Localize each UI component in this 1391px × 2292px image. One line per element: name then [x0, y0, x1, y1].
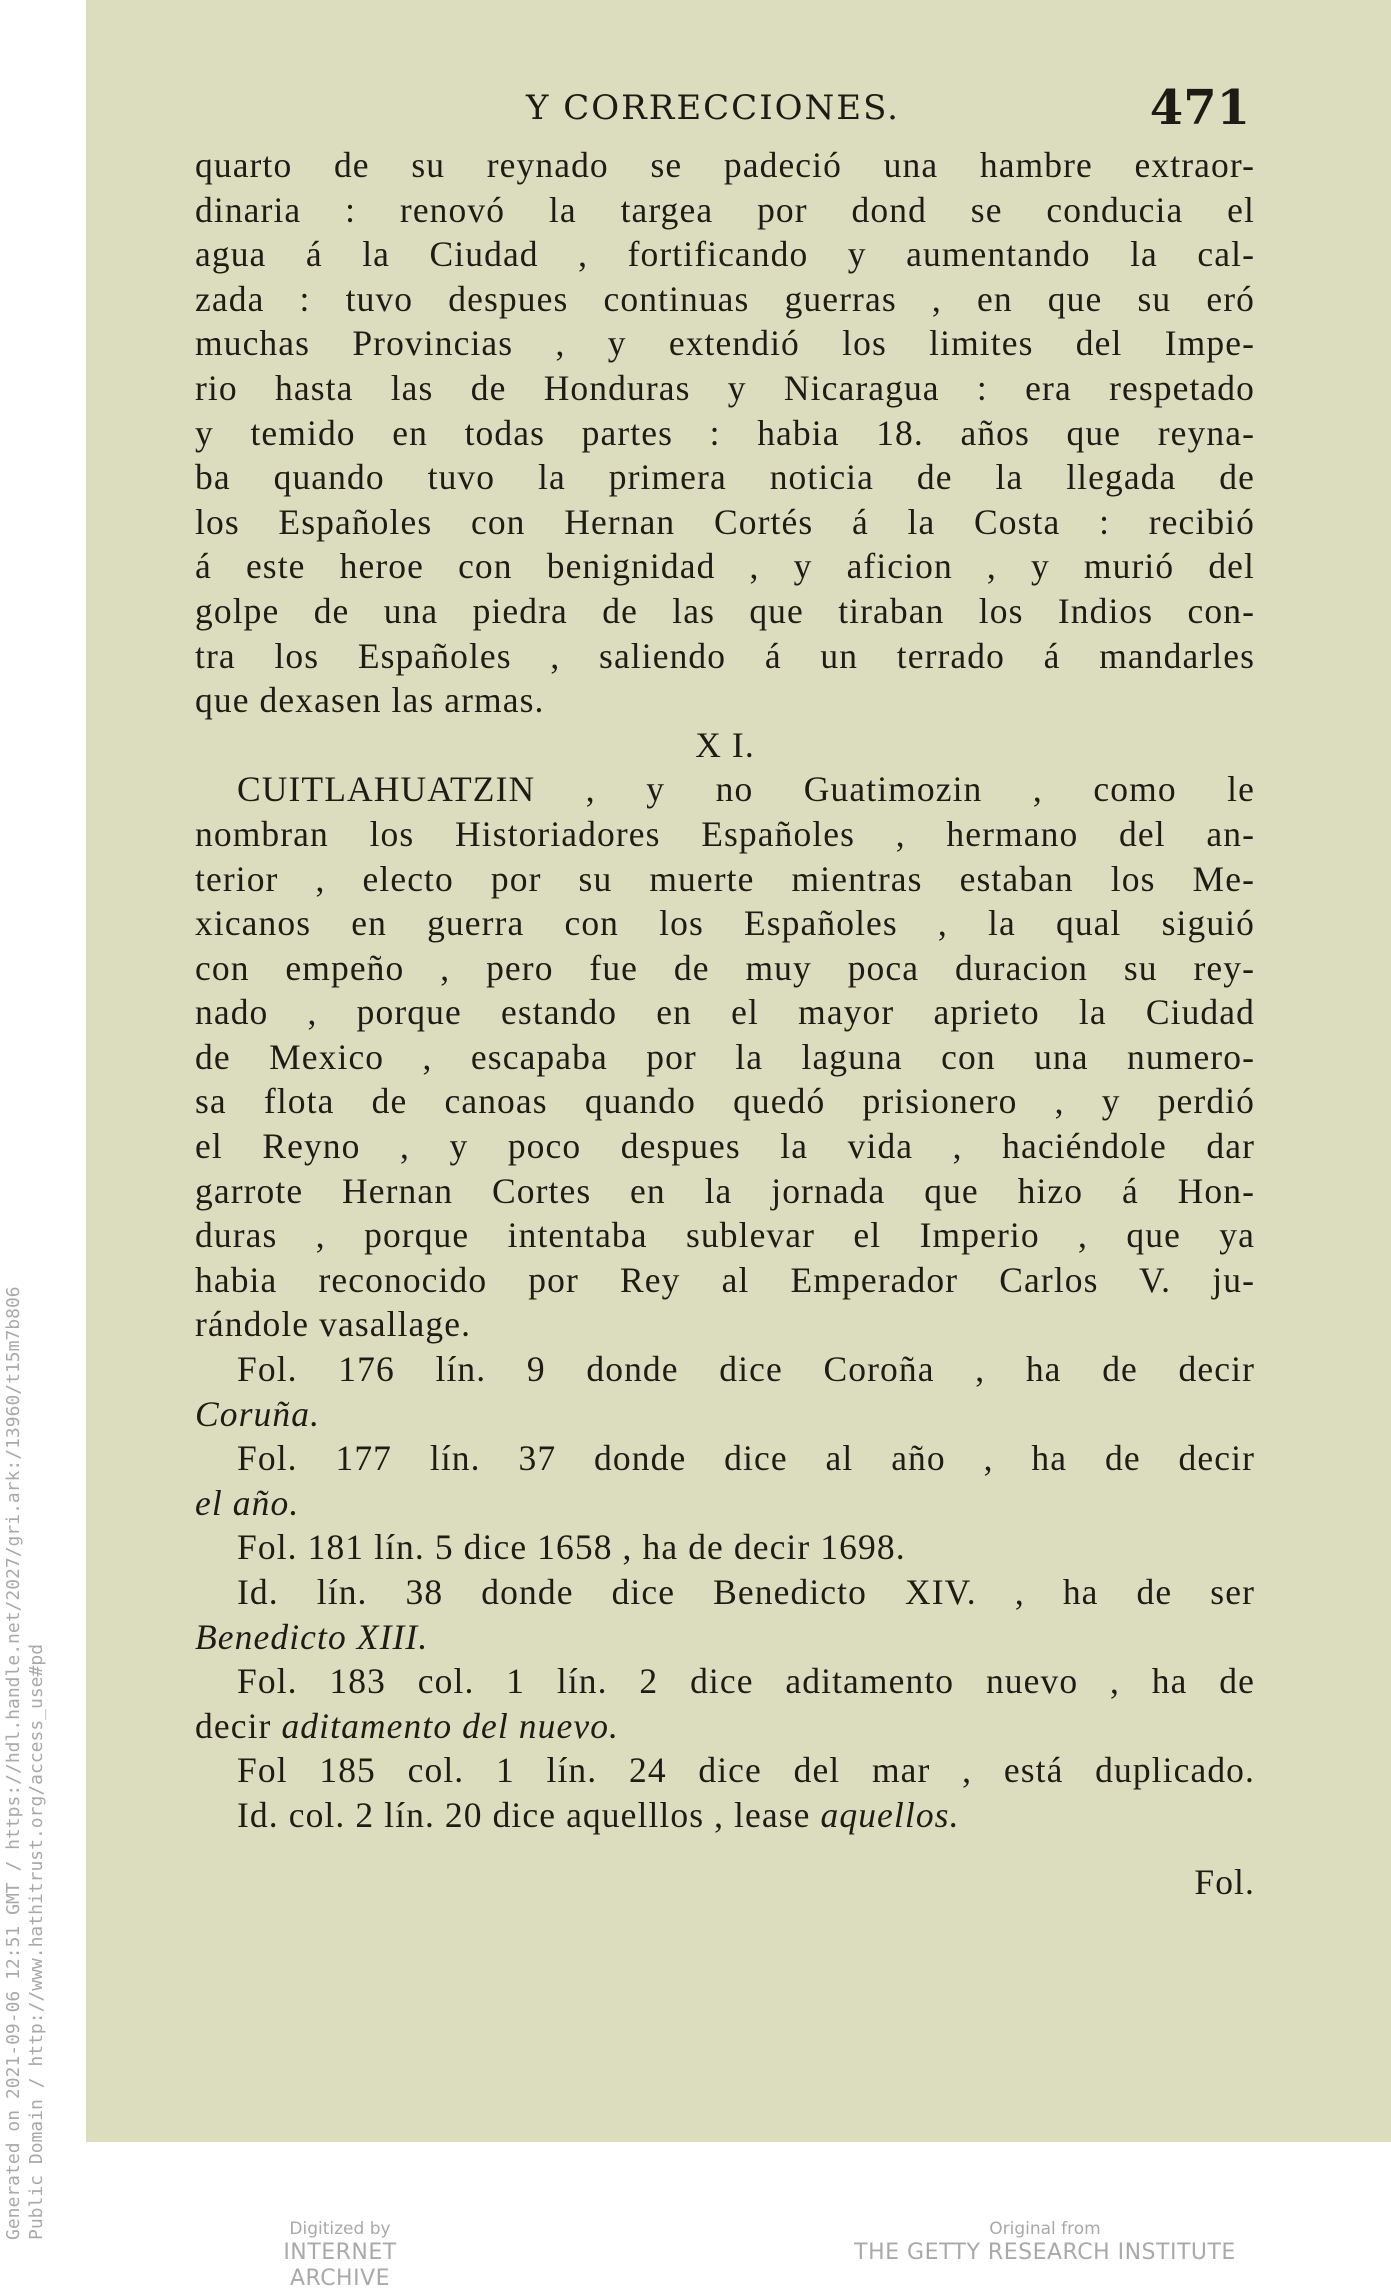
footer-right-small: Original from: [989, 2219, 1101, 2239]
section-line: nombran los Historiadores Españoles , hermano del an-: [195, 813, 1255, 854]
correction-lead: decir: [195, 1705, 272, 1746]
footer-left-small: Digitized by: [289, 2219, 391, 2239]
side-watermark-line2: Public Domain / http://www.hathitrust.org/access_use#pd: [26, 1643, 47, 2240]
footer-original-from: [850, 2218, 1240, 2266]
running-head: Y CORRECCIONES.: [526, 88, 900, 128]
page-number: 471: [1149, 80, 1250, 136]
section-line: duras , porque intentaba sublevar el Imperio , que ya: [195, 1215, 1255, 1256]
section-line: con empeño , pero fue de muy poca duracion su rey-: [195, 947, 1255, 988]
body-line: agua á la Ciudad , fortificando y aumentando la cal-: [195, 234, 1255, 275]
section-line: nado , porque estando en el mayor aprieto la Ciudad: [195, 992, 1255, 1033]
correction-italic: Coruña.: [195, 1393, 321, 1434]
correction-line: Fol 185 col. 1 lín. 24 dice del mar , está duplicado.: [237, 1750, 1255, 1791]
side-watermark: [2, 1160, 50, 2240]
section-line: habia reconocido por Rey al Emperador Carlos V. ju-: [195, 1259, 1255, 1300]
spacer: [195, 1838, 1255, 1860]
section-line: sa flota de canoas quando quedó prisionero , y perdió: [195, 1081, 1255, 1122]
body-line: y temido en todas partes : habia 18. años que reyna-: [195, 412, 1255, 453]
body-line: á este heroe con benignidad , y aficion , y murió del: [195, 546, 1255, 587]
section-line: terior , electo por su muerte mientras estaban los Me-: [195, 858, 1255, 899]
side-watermark-line1: Generated on 2021-09-06 12:51 GMT / https://hdl.handle.net/2027/gri.ark:/13960/t15m7b806: [3, 1286, 24, 2240]
body-line: zada : tuvo despues continuas guerras , en que su eró: [195, 278, 1255, 319]
correction-italic: aquellos.: [820, 1794, 960, 1835]
section-line: xicanos en guerra con los Españoles , la qual siguió: [195, 903, 1255, 944]
correction-line: Fol. 183 col. 1 lín. 2 dice aditamento nuevo , ha de: [237, 1661, 1255, 1702]
correction-line: Fol. 177 lín. 37 donde dice al año , ha de decir: [237, 1438, 1255, 1479]
section-heading: X I.: [695, 724, 755, 765]
body-line: ba quando tuvo la primera noticia de la llegada de: [195, 457, 1255, 498]
section-line: garrote Hernan Cortes en la jornada que hizo á Hon-: [195, 1170, 1255, 1211]
body-line: dinaria : renovó la targea por dond se conducia el: [195, 189, 1255, 230]
body-line: quarto de su reynado se padeció una hambre extraor-: [195, 145, 1255, 185]
body-line: golpe de una piedra de las que tiraban los Indios con-: [195, 590, 1255, 631]
catchword: Fol.: [1194, 1861, 1255, 1902]
correction-italic: aditamento del nuevo.: [281, 1705, 620, 1746]
footer-left-big: INTERNET ARCHIVE: [283, 2240, 397, 2291]
section-line: CUITLAHUATZIN , y no Guatimozin , como le: [237, 769, 1255, 810]
correction-line-mixed: [195, 1793, 1255, 1838]
body-line: rio hasta las de Honduras y Nicaragua : era respetado: [195, 367, 1255, 408]
body-line: los Españoles con Hernan Cortés á la Costa : recibió: [195, 501, 1255, 542]
correction-continuation: [195, 1704, 1255, 1749]
section-line: rándole vasallage.: [195, 1304, 472, 1345]
section-line: de Mexico , escapaba por la laguna con una numero-: [195, 1036, 1255, 1077]
body-line: tra los Españoles , saliendo á un terrado á mandarles: [195, 635, 1255, 676]
correction-text: Id. col. 2 lín. 20 dice aquelllos , lease: [237, 1794, 811, 1835]
footer-digitized-by: [230, 2218, 450, 2292]
body-line: muchas Provincias , y extendió los limites del Impe-: [195, 323, 1255, 364]
section-line: el Reyno , y poco despues la vida , haciéndole dar: [195, 1126, 1255, 1167]
correction-line: Fol. 181 lín. 5 dice 1658 , ha de decir 1698.: [237, 1527, 906, 1568]
page-header: [110, 80, 1250, 138]
correction-line: Fol. 176 lín. 9 donde dice Coroña , ha de decir: [237, 1349, 1255, 1390]
correction-italic: el año.: [195, 1482, 300, 1523]
body-line: que dexasen las armas.: [195, 680, 545, 721]
correction-italic: Benedicto XIII.: [195, 1616, 429, 1657]
correction-line: Id. lín. 38 donde dice Benedicto XIV. , ha de ser: [237, 1572, 1255, 1612]
text-block: [195, 143, 1255, 1904]
footer-right-big: THE GETTY RESEARCH INSTITUTE: [854, 2240, 1236, 2265]
